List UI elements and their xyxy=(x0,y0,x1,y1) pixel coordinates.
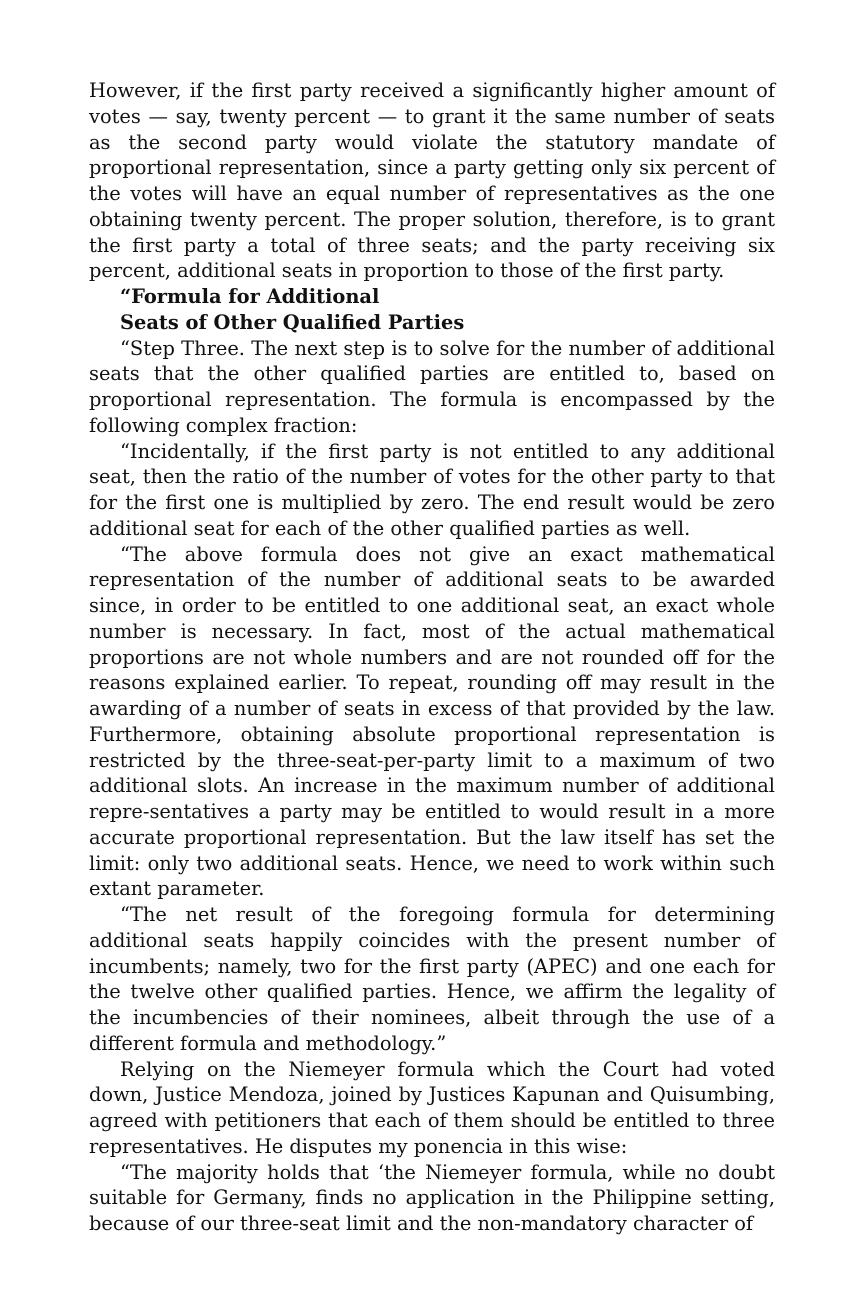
paragraph-step-three: “Step Three. The next step is to solve for the number of additional seats that the other qualified parties are entitled to, based on proportional representation. The formula is encompassed by the following complex fraction: xyxy=(89,336,775,437)
paragraph-incidentally: “Incidentally, if the first party is not entitled to any additional seat, then the ratio of the number of votes for the other party to that for the first one is multiplied by zero. The end result would be zero additional seat for each of the other qualified parties as well. xyxy=(89,439,775,540)
paragraph-net-result: “The net result of the foregoing formula for determining additional seats happily coincides with the present number of incumbents; namely, two for the first party (APEC) and one each for the twelve other qualified parties. Hence, we affirm the legality of the incumbencies of their nominees, albeit through the use of a different formula and methodology.” xyxy=(89,903,775,1055)
paragraph-proper-solution: However, if the first party received a significantly higher amount of votes — say, twenty percent — to grant it the same number of seats as the second party would violate the statutory mandate of proportional representation, since a party getting only six percent of the votes will have an equal number of representatives as the one obtaining twenty percent. The proper solution, therefore, is to grant the first party a total of three seats; and the party receiving six percent, additional seats in proportion to those of the first party. xyxy=(89,79,775,283)
paragraph-niemeyer-dissent: Relying on the Niemeyer formula which the Court had voted down, Justice Mendoza, joined by Justices Kapunan and Quisumbing, agreed with petitioners that each of them should be entitled to three representatives. He disputes my ponencia in this wise: xyxy=(89,1057,775,1158)
section-heading xyxy=(89,284,775,336)
paragraph-majority-holds: “The majority holds that ‘the Niemeyer formula, while no doubt suitable for Germany, finds no application in the Philippine setting, because of our three-seat limit and the non-mandatory character of xyxy=(89,1160,775,1235)
section-heading-line-2: Seats of Other Qualified Parties xyxy=(120,310,465,334)
section-heading-line-1: “Formula for Additional xyxy=(120,285,380,308)
paragraph-above-formula: “The above formula does not give an exact mathematical representation of the number of additional seats to be awarded since, in order to be entitled to one additional seat, an exact whole number is necessary. In fact, most of the actual mathematical proportions are not whole numbers and are not rounded off for the reasons explained earlier. To repeat, rounding off may result in the awarding of a number of seats in excess of that provided by the law. Furthermore, obtaining absolute proportional representation is restricted by the three-seat-per-party limit to a maximum of two additional slots. An increase in the maximum number of additional repre-sentatives a party may be entitled to would result in a more accurate proportional representation. But the law itself has set the limit: only two additional seats. Hence, we need to work within such extant parameter. xyxy=(89,542,775,901)
document-page xyxy=(89,78,775,1237)
